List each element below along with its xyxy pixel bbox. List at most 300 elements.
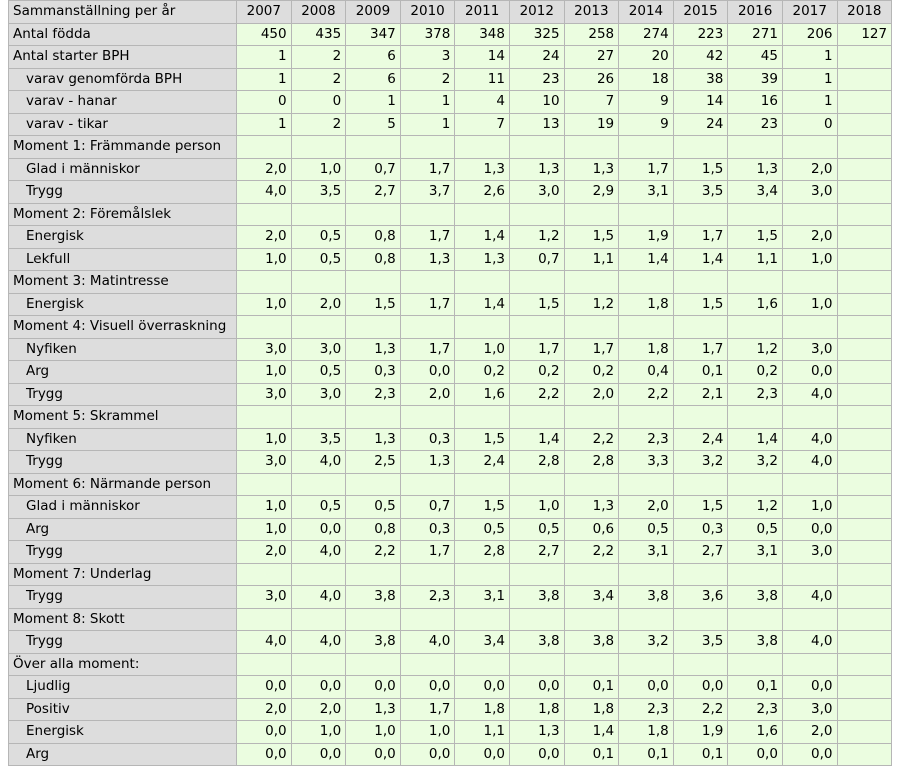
- table-cell: 1,7: [673, 226, 728, 249]
- table-cell: [837, 113, 892, 136]
- table-cell: 1,3: [455, 248, 510, 271]
- row-sublabel: Arg: [9, 361, 237, 384]
- table-cell: [782, 563, 837, 586]
- table-cell: 2,9: [564, 181, 619, 204]
- row-sublabel: Trygg: [9, 383, 237, 406]
- table-cell: 3,4: [564, 586, 619, 609]
- table-cell: 1,0: [509, 496, 564, 519]
- year-header: 2015: [673, 1, 728, 24]
- table-cell: 0,0: [291, 743, 346, 766]
- table-cell: [673, 203, 728, 226]
- table-cell: 347: [346, 23, 401, 46]
- table-cell: 1,2: [564, 293, 619, 316]
- year-header: 2017: [782, 1, 837, 24]
- table-cell: [346, 653, 401, 676]
- table-cell: 1,5: [728, 226, 783, 249]
- table-cell: 0,2: [455, 361, 510, 384]
- table-cell: 1,3: [346, 698, 401, 721]
- table-cell: [346, 473, 401, 496]
- year-header: 2013: [564, 1, 619, 24]
- table-cell: 4,0: [291, 451, 346, 474]
- table-cell: 3,7: [400, 181, 455, 204]
- table-cell: 1,1: [564, 248, 619, 271]
- table-row: [9, 23, 892, 46]
- table-cell: [782, 473, 837, 496]
- table-cell: 4,0: [782, 383, 837, 406]
- table-cell: [619, 316, 674, 339]
- table-row: [9, 518, 892, 541]
- table-cell: 0,5: [619, 518, 674, 541]
- table-cell: [782, 203, 837, 226]
- table-cell: 2,2: [346, 541, 401, 564]
- table-row: [9, 698, 892, 721]
- year-header: 2016: [728, 1, 783, 24]
- table-cell: 0,0: [400, 676, 455, 699]
- table-cell: [291, 563, 346, 586]
- table-cell: 1,3: [455, 158, 510, 181]
- table-cell: 1,0: [400, 721, 455, 744]
- table-cell: [346, 136, 401, 159]
- table-cell: 5: [346, 113, 401, 136]
- table-cell: [564, 271, 619, 294]
- table-cell: [673, 653, 728, 676]
- table-cell: [346, 406, 401, 429]
- table-cell: 19: [564, 113, 619, 136]
- table-cell: 378: [400, 23, 455, 46]
- table-cell: 1: [782, 46, 837, 69]
- table-cell: 6: [346, 68, 401, 91]
- row-sublabel: Nyfiken: [9, 428, 237, 451]
- table-cell: [291, 608, 346, 631]
- table-cell: [291, 316, 346, 339]
- table-cell: 1,7: [673, 338, 728, 361]
- table-cell: 3,0: [509, 181, 564, 204]
- table-row: [9, 248, 892, 271]
- row-sublabel: Trygg: [9, 451, 237, 474]
- table-body: [9, 23, 892, 766]
- row-label: Antal födda: [9, 23, 237, 46]
- table-cell: [291, 136, 346, 159]
- table-cell: 4,0: [291, 631, 346, 654]
- year-header: 2011: [455, 1, 510, 24]
- table-row: [9, 181, 892, 204]
- table-cell: [837, 653, 892, 676]
- table-cell: 1,9: [619, 226, 674, 249]
- table-row: [9, 721, 892, 744]
- table-cell: 1,8: [619, 338, 674, 361]
- table-cell: [837, 608, 892, 631]
- table-cell: 1,7: [400, 698, 455, 721]
- table-cell: 7: [455, 113, 510, 136]
- table-cell: 2,0: [564, 383, 619, 406]
- table-cell: 23: [509, 68, 564, 91]
- table-cell: 4,0: [782, 586, 837, 609]
- table-cell: 2,2: [673, 698, 728, 721]
- table-cell: 1,4: [728, 428, 783, 451]
- table-cell: [673, 563, 728, 586]
- row-sublabel: Arg: [9, 518, 237, 541]
- table-cell: 0,0: [509, 676, 564, 699]
- table-cell: 0,3: [400, 428, 455, 451]
- table-cell: [564, 653, 619, 676]
- table-cell: 1,7: [619, 158, 674, 181]
- table-cell: [346, 203, 401, 226]
- row-label: Antal starter BPH: [9, 46, 237, 69]
- table-cell: [455, 271, 510, 294]
- table-cell: 2,0: [782, 226, 837, 249]
- table-cell: 0,0: [400, 743, 455, 766]
- row-label: Moment 8: Skott: [9, 608, 237, 631]
- table-cell: [837, 271, 892, 294]
- table-cell: [509, 316, 564, 339]
- table-cell: 3,0: [782, 541, 837, 564]
- table-cell: 2: [291, 46, 346, 69]
- table-row: [9, 203, 892, 226]
- table-cell: 325: [509, 23, 564, 46]
- table-cell: 2,3: [346, 383, 401, 406]
- table-cell: 2: [400, 68, 455, 91]
- table-cell: 2,3: [728, 383, 783, 406]
- table-cell: [782, 136, 837, 159]
- table-cell: 0,3: [400, 518, 455, 541]
- table-cell: 3,8: [619, 586, 674, 609]
- table-cell: 4,0: [782, 428, 837, 451]
- table-cell: [782, 316, 837, 339]
- table-cell: 1,0: [346, 721, 401, 744]
- table-cell: 3: [400, 46, 455, 69]
- table-cell: 13: [509, 113, 564, 136]
- table-cell: 1: [237, 46, 292, 69]
- table-cell: 274: [619, 23, 674, 46]
- table-cell: [291, 473, 346, 496]
- table-cell: [346, 608, 401, 631]
- table-cell: 0,1: [564, 743, 619, 766]
- table-cell: [728, 271, 783, 294]
- table-cell: 1,7: [400, 541, 455, 564]
- table-cell: 3,8: [509, 631, 564, 654]
- table-cell: 0,0: [346, 743, 401, 766]
- table-cell: 24: [673, 113, 728, 136]
- table-cell: 1: [400, 113, 455, 136]
- table-cell: [728, 136, 783, 159]
- table-cell: [564, 203, 619, 226]
- table-row: [9, 428, 892, 451]
- table-cell: 0,8: [346, 226, 401, 249]
- table-cell: 1,2: [728, 338, 783, 361]
- table-cell: [837, 136, 892, 159]
- table-cell: 3,1: [619, 181, 674, 204]
- table-cell: 1,4: [619, 248, 674, 271]
- table-row: [9, 338, 892, 361]
- table-cell: 3,3: [619, 451, 674, 474]
- table-cell: [237, 473, 292, 496]
- row-sublabel: Trygg: [9, 541, 237, 564]
- table-cell: [455, 473, 510, 496]
- table-cell: [837, 473, 892, 496]
- row-sublabel: varav genomförda BPH: [9, 68, 237, 91]
- table-cell: [837, 46, 892, 69]
- table-cell: [619, 406, 674, 429]
- table-cell: [837, 203, 892, 226]
- table-cell: 2,2: [619, 383, 674, 406]
- table-cell: 1,5: [455, 428, 510, 451]
- table-cell: 1,5: [509, 293, 564, 316]
- table-cell: 0,1: [673, 361, 728, 384]
- table-cell: [837, 91, 892, 114]
- table-cell: 2,0: [291, 698, 346, 721]
- table-cell: [837, 631, 892, 654]
- table-row: [9, 113, 892, 136]
- year-header: 2008: [291, 1, 346, 24]
- table-cell: [837, 721, 892, 744]
- table-cell: 1,3: [400, 248, 455, 271]
- table-cell: 3,2: [728, 451, 783, 474]
- table-cell: 1: [237, 113, 292, 136]
- table-row: [9, 676, 892, 699]
- table-cell: 2,0: [237, 541, 292, 564]
- table-cell: 1,7: [400, 338, 455, 361]
- table-cell: 2,7: [346, 181, 401, 204]
- table-cell: 3,2: [673, 451, 728, 474]
- table-cell: [782, 271, 837, 294]
- row-label: Moment 5: Skrammel: [9, 406, 237, 429]
- table-row: [9, 316, 892, 339]
- table-cell: 4: [455, 91, 510, 114]
- year-header: 2018: [837, 1, 892, 24]
- table-cell: 1,6: [728, 293, 783, 316]
- table-cell: 0,1: [728, 676, 783, 699]
- table-cell: [400, 406, 455, 429]
- table-cell: 3,8: [728, 631, 783, 654]
- table-cell: 223: [673, 23, 728, 46]
- table-cell: 1,0: [291, 158, 346, 181]
- table-cell: 1,4: [564, 721, 619, 744]
- table-cell: 2,0: [237, 698, 292, 721]
- table-cell: 24: [509, 46, 564, 69]
- table-cell: 0,2: [509, 361, 564, 384]
- table-cell: 0,0: [619, 676, 674, 699]
- table-cell: 1,0: [455, 338, 510, 361]
- table-cell: [619, 608, 674, 631]
- table-cell: [837, 743, 892, 766]
- table-cell: 0,6: [564, 518, 619, 541]
- table-cell: [619, 136, 674, 159]
- table-cell: [237, 136, 292, 159]
- table-cell: 1,4: [455, 226, 510, 249]
- table-cell: [346, 271, 401, 294]
- table-cell: [400, 203, 455, 226]
- table-cell: 1: [782, 68, 837, 91]
- table-cell: [237, 406, 292, 429]
- table-cell: 435: [291, 23, 346, 46]
- row-label: Moment 7: Underlag: [9, 563, 237, 586]
- table-cell: [564, 473, 619, 496]
- table-cell: 1,8: [455, 698, 510, 721]
- table-cell: 0,5: [509, 518, 564, 541]
- table-cell: [619, 563, 674, 586]
- table-cell: 1,5: [673, 158, 728, 181]
- table-cell: 2,2: [509, 383, 564, 406]
- table-cell: 2,0: [291, 293, 346, 316]
- table-cell: 2,0: [237, 226, 292, 249]
- table-cell: [837, 226, 892, 249]
- table-cell: 2,8: [455, 541, 510, 564]
- table-cell: 3,8: [564, 631, 619, 654]
- table-cell: [509, 473, 564, 496]
- year-header: 2014: [619, 1, 674, 24]
- table-cell: 1,1: [728, 248, 783, 271]
- table-cell: 0,1: [619, 743, 674, 766]
- table-cell: 1,3: [346, 338, 401, 361]
- row-sublabel: Energisk: [9, 721, 237, 744]
- table-cell: 1,2: [728, 496, 783, 519]
- table-row: [9, 451, 892, 474]
- table-cell: [291, 406, 346, 429]
- row-sublabel: Trygg: [9, 586, 237, 609]
- table-cell: 3,1: [728, 541, 783, 564]
- table-cell: 0,0: [509, 743, 564, 766]
- table-cell: [837, 676, 892, 699]
- table-cell: [237, 608, 292, 631]
- table-cell: [564, 608, 619, 631]
- table-cell: 1,0: [291, 721, 346, 744]
- table-cell: [619, 271, 674, 294]
- table-cell: [837, 451, 892, 474]
- table-row: [9, 226, 892, 249]
- row-sublabel: Positiv: [9, 698, 237, 721]
- table-cell: 38: [673, 68, 728, 91]
- table-cell: 0,2: [728, 361, 783, 384]
- table-cell: 0,7: [346, 158, 401, 181]
- table-cell: 0,0: [782, 361, 837, 384]
- table-cell: 3,0: [237, 338, 292, 361]
- table-cell: 0,8: [346, 518, 401, 541]
- table-cell: 3,8: [509, 586, 564, 609]
- table-cell: [564, 563, 619, 586]
- table-cell: 1,7: [564, 338, 619, 361]
- table-cell: 127: [837, 23, 892, 46]
- table-cell: 348: [455, 23, 510, 46]
- table-cell: 3,8: [728, 586, 783, 609]
- table-cell: 258: [564, 23, 619, 46]
- table-cell: 0,4: [619, 361, 674, 384]
- table-cell: [619, 653, 674, 676]
- table-cell: [837, 158, 892, 181]
- table-cell: [619, 473, 674, 496]
- table-cell: 1,0: [782, 248, 837, 271]
- table-cell: [837, 563, 892, 586]
- table-title: Sammanställning per år: [9, 1, 237, 24]
- table-cell: [837, 541, 892, 564]
- table-cell: 0,0: [673, 676, 728, 699]
- table-cell: 1,7: [400, 226, 455, 249]
- table-cell: 0,0: [346, 676, 401, 699]
- table-row: [9, 496, 892, 519]
- table-cell: 3,8: [346, 631, 401, 654]
- table-cell: 3,5: [673, 181, 728, 204]
- row-sublabel: Ljudlig: [9, 676, 237, 699]
- table-cell: 0,1: [673, 743, 728, 766]
- table-cell: [728, 563, 783, 586]
- table-cell: 0,7: [509, 248, 564, 271]
- table-cell: 0,0: [400, 361, 455, 384]
- table-cell: 1,5: [346, 293, 401, 316]
- table-cell: 1,3: [509, 721, 564, 744]
- table-cell: 0,0: [237, 743, 292, 766]
- table-cell: 27: [564, 46, 619, 69]
- table-cell: 45: [728, 46, 783, 69]
- table-cell: [837, 496, 892, 519]
- table-cell: [237, 271, 292, 294]
- table-cell: 2,3: [619, 698, 674, 721]
- table-cell: [673, 271, 728, 294]
- table-cell: [400, 271, 455, 294]
- row-label: Moment 3: Matintresse: [9, 271, 237, 294]
- table-cell: [728, 406, 783, 429]
- table-cell: 3,0: [237, 586, 292, 609]
- table-cell: [837, 316, 892, 339]
- table-cell: [291, 653, 346, 676]
- table-cell: 0,0: [237, 676, 292, 699]
- table-cell: [400, 653, 455, 676]
- table-row: [9, 586, 892, 609]
- table-row: [9, 361, 892, 384]
- table-cell: 16: [728, 91, 783, 114]
- table-cell: 1: [237, 68, 292, 91]
- row-sublabel: Nyfiken: [9, 338, 237, 361]
- table-cell: 0,0: [728, 743, 783, 766]
- table-cell: [509, 136, 564, 159]
- table-cell: [837, 383, 892, 406]
- table-cell: 2,6: [455, 181, 510, 204]
- table-cell: 1,1: [455, 721, 510, 744]
- table-cell: 0,5: [291, 226, 346, 249]
- row-sublabel: Glad i människor: [9, 496, 237, 519]
- year-header: 2010: [400, 1, 455, 24]
- table-cell: 1,0: [782, 496, 837, 519]
- table-cell: 3,0: [782, 698, 837, 721]
- table-cell: 2,8: [509, 451, 564, 474]
- table-cell: [837, 586, 892, 609]
- table-row: [9, 563, 892, 586]
- table-cell: [455, 316, 510, 339]
- table-cell: 1,5: [673, 293, 728, 316]
- table-cell: [673, 473, 728, 496]
- year-header: 2007: [237, 1, 292, 24]
- year-header: 2012: [509, 1, 564, 24]
- table-cell: 2,4: [455, 451, 510, 474]
- table-cell: [728, 473, 783, 496]
- table-cell: [509, 563, 564, 586]
- table-cell: [837, 68, 892, 91]
- table-cell: [728, 653, 783, 676]
- table-cell: 1: [346, 91, 401, 114]
- table-cell: [673, 608, 728, 631]
- table-cell: 10: [509, 91, 564, 114]
- table-cell: 1,0: [237, 518, 292, 541]
- table-row: [9, 158, 892, 181]
- year-header: 2009: [346, 1, 401, 24]
- table-cell: 4,0: [237, 631, 292, 654]
- row-sublabel: Arg: [9, 743, 237, 766]
- table-cell: 14: [455, 46, 510, 69]
- table-row: [9, 271, 892, 294]
- table-cell: 2,0: [782, 158, 837, 181]
- row-sublabel: varav - tikar: [9, 113, 237, 136]
- table-cell: 2,3: [728, 698, 783, 721]
- table-cell: 3,1: [619, 541, 674, 564]
- row-sublabel: varav - hanar: [9, 91, 237, 114]
